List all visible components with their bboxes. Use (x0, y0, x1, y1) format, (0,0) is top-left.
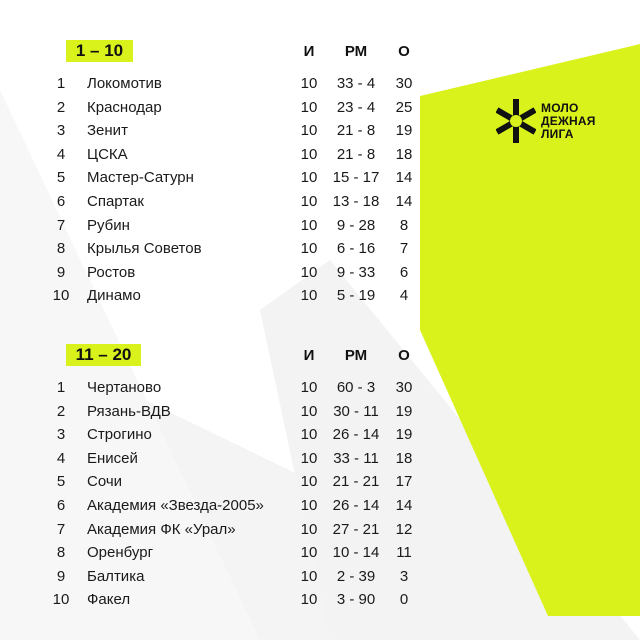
points-cell: 0 (399, 591, 409, 609)
team-name: Локомотив (87, 75, 162, 92)
position-cell: 2 (56, 98, 66, 116)
table-row (0, 119, 640, 142)
position-cell: 4 (56, 145, 66, 163)
score-cell: 33 - 4 (336, 75, 376, 92)
points-cell: 4 (399, 287, 409, 305)
games-cell: 10 (300, 402, 318, 420)
table-row (0, 261, 640, 284)
games-cell: 10 (300, 426, 318, 444)
table-row (0, 447, 640, 470)
games-cell: 10 (300, 544, 318, 562)
position-cell: 1 (56, 75, 66, 92)
score-cell: 27 - 21 (332, 520, 380, 538)
games-cell: 10 (300, 473, 318, 491)
position-cell: 7 (56, 216, 66, 234)
points-cell: 18 (395, 449, 413, 467)
team-name: Рубин (87, 216, 130, 234)
team-name: Спартак (87, 193, 144, 210)
position-cell: 3 (56, 426, 66, 444)
position-cell: 2 (56, 402, 66, 420)
table-row (0, 588, 640, 611)
column-points-header: О (398, 43, 410, 60)
score-cell: 10 - 14 (332, 544, 380, 562)
table-row (0, 423, 640, 446)
table-row (0, 237, 640, 260)
games-cell: 10 (300, 75, 318, 92)
column-score-header: РМ (344, 347, 368, 364)
score-cell: 21 - 8 (336, 145, 376, 163)
table-row (0, 214, 640, 237)
games-cell: 10 (300, 263, 318, 281)
score-cell: 21 - 21 (332, 473, 380, 491)
points-cell: 3 (399, 567, 409, 585)
score-cell: 21 - 8 (336, 122, 376, 140)
position-cell: 9 (56, 567, 66, 585)
table-row (0, 565, 640, 588)
points-cell: 14 (395, 497, 413, 514)
score-cell: 3 - 90 (336, 591, 376, 609)
position-cell: 1 (56, 379, 66, 396)
table-row (0, 284, 640, 307)
points-cell: 14 (395, 193, 413, 210)
team-name: Балтика (87, 567, 145, 585)
team-name: Факел (87, 591, 131, 609)
score-cell: 5 - 19 (336, 287, 376, 305)
score-cell: 33 - 11 (333, 449, 379, 467)
table-row (0, 494, 640, 517)
column-score-header: РМ (344, 43, 368, 60)
points-cell: 7 (399, 240, 409, 258)
table-2-range-badge: 11 – 20 (66, 344, 141, 366)
team-name: Академия ФК «Урал» (87, 520, 236, 538)
score-cell: 26 - 14 (332, 497, 380, 514)
position-cell: 6 (56, 497, 66, 514)
points-cell: 19 (395, 402, 413, 420)
score-cell: 13 - 18 (332, 193, 380, 210)
team-name: Зенит (87, 122, 128, 140)
team-name: ЦСКА (87, 145, 128, 163)
table-row (0, 400, 640, 423)
points-cell: 25 (395, 98, 413, 116)
position-cell: 10 (52, 591, 70, 609)
table-row (0, 518, 640, 541)
table-row (0, 376, 640, 399)
score-cell: 2 - 39 (336, 567, 376, 585)
team-name: Ростов (87, 263, 136, 281)
logo-line-2: ДЕЖНАЯ (541, 114, 596, 128)
position-cell: 6 (56, 193, 66, 210)
table-row (0, 72, 640, 95)
points-cell: 11 (396, 544, 412, 562)
logo-line-1: МОЛО (541, 101, 579, 115)
team-name: Мастер-Сатурн (87, 169, 194, 187)
score-cell: 9 - 28 (336, 216, 376, 234)
table-row (0, 143, 640, 166)
score-cell: 15 - 17 (332, 169, 380, 187)
score-cell: 9 - 33 (336, 263, 376, 281)
table-row (0, 190, 640, 213)
column-games-header: И (303, 43, 315, 60)
column-points-header: О (398, 347, 410, 364)
team-name: Краснодар (87, 98, 162, 116)
points-cell: 19 (395, 426, 413, 444)
points-cell: 30 (395, 75, 413, 92)
games-cell: 10 (300, 497, 318, 514)
table-row (0, 166, 640, 189)
games-cell: 10 (300, 449, 318, 467)
games-cell: 10 (300, 193, 318, 210)
points-cell: 8 (399, 216, 409, 234)
games-cell: 10 (300, 287, 318, 305)
position-cell: 4 (56, 449, 66, 467)
games-cell: 10 (300, 98, 318, 116)
position-cell: 5 (56, 473, 66, 491)
team-name: Строгино (87, 426, 152, 444)
table-row (0, 96, 640, 119)
score-cell: 23 - 4 (336, 98, 376, 116)
games-cell: 10 (300, 145, 318, 163)
points-cell: 17 (395, 473, 413, 491)
table-1-range-badge: 1 – 10 (66, 40, 133, 62)
team-name: Академия «Звезда-2005» (87, 497, 264, 514)
score-cell: 60 - 3 (336, 379, 376, 396)
table-row (0, 541, 640, 564)
games-cell: 10 (300, 567, 318, 585)
position-cell: 7 (56, 520, 66, 538)
table-row (0, 470, 640, 493)
games-cell: 10 (300, 122, 318, 140)
points-cell: 14 (395, 169, 413, 187)
logo-line-3: ЛИГА (541, 127, 574, 141)
position-cell: 5 (56, 169, 66, 187)
points-cell: 19 (395, 122, 413, 140)
points-cell: 18 (395, 145, 413, 163)
score-cell: 6 - 16 (336, 240, 376, 258)
team-name: Оренбург (87, 544, 154, 562)
team-name: Крылья Советов (87, 240, 202, 258)
position-cell: 9 (56, 263, 66, 281)
games-cell: 10 (300, 379, 318, 396)
team-name: Сочи (87, 473, 123, 491)
points-cell: 30 (395, 379, 413, 396)
position-cell: 8 (56, 544, 66, 562)
score-cell: 26 - 14 (332, 426, 380, 444)
position-cell: 8 (56, 240, 66, 258)
position-cell: 10 (52, 287, 70, 305)
games-cell: 10 (300, 169, 318, 187)
column-games-header: И (303, 347, 315, 364)
team-name: Динамо (87, 287, 141, 305)
games-cell: 10 (300, 240, 318, 258)
team-name: Рязань-ВДВ (87, 402, 171, 420)
position-cell: 3 (56, 122, 66, 140)
games-cell: 10 (300, 216, 318, 234)
points-cell: 6 (399, 263, 409, 281)
score-cell: 30 - 11 (333, 402, 379, 420)
points-cell: 12 (395, 520, 413, 538)
games-cell: 10 (300, 520, 318, 538)
games-cell: 10 (300, 591, 318, 609)
team-name: Чертаново (87, 379, 162, 396)
team-name: Енисей (87, 449, 138, 467)
